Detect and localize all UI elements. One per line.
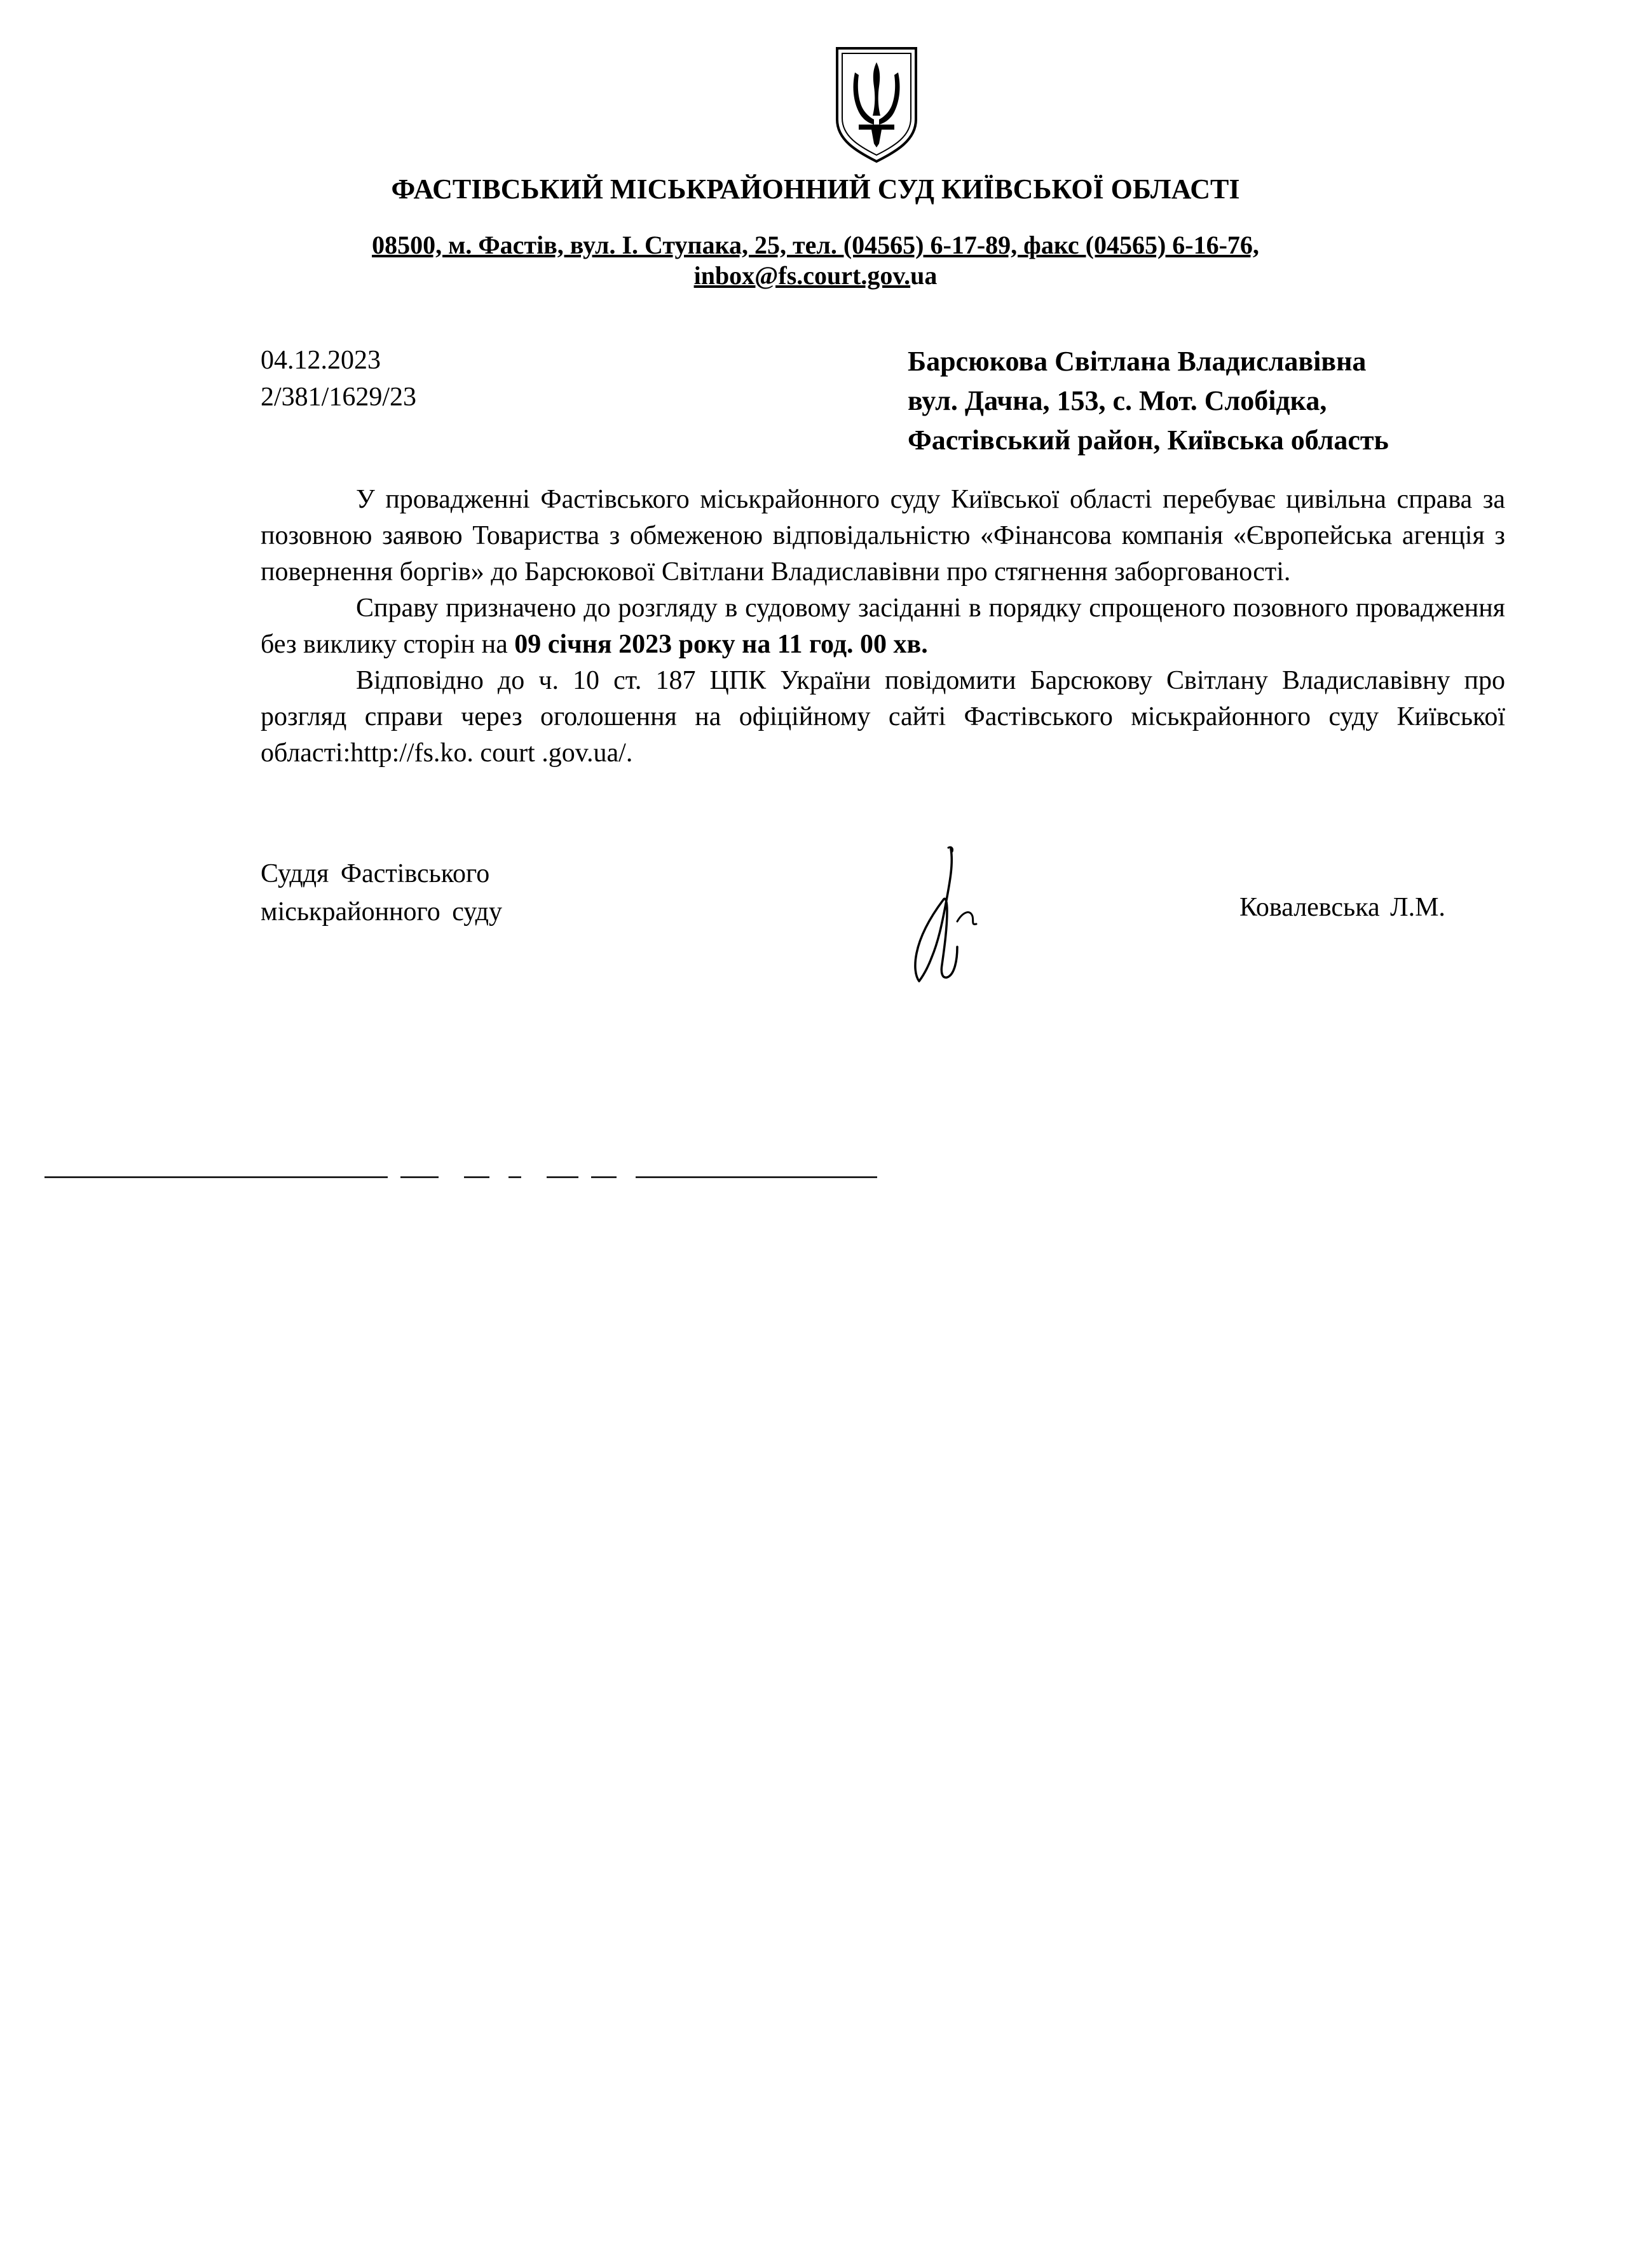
recipient-block xyxy=(908,342,1389,460)
judge-title-line2: міськрайонного суду xyxy=(261,897,503,927)
handwritten-signature-icon xyxy=(896,845,1011,991)
judge-name: Ковалевська Л.М. xyxy=(1239,893,1445,922)
court-address: 08500, м. Фастів, вул. І. Ступака, 25, тел. (04565) 6-17-89, факс (04565) 6-16-76, xyxy=(372,231,1259,259)
court-email-underlined: inbox@fs.court.gov. xyxy=(693,261,911,290)
recipient-address-line1: вул. Дачна, 153, с. Мот. Слобідка, xyxy=(908,385,1327,416)
letter-body xyxy=(261,482,1505,771)
hearing-notice-text: Справу призначено до розгляду в судовому засіданні в порядку спрощеного позовного провадження без виклику сторін на xyxy=(261,594,1505,659)
judge-title-line1: Суддя Фастівського xyxy=(261,859,490,888)
judge-title xyxy=(261,855,502,931)
body-paragraph-2 xyxy=(261,590,1505,663)
recipient-name: Барсюкова Світлана Владиславівна xyxy=(908,346,1367,377)
court-email-tail: ua xyxy=(910,261,938,290)
coat-of-arms-trident-icon xyxy=(833,44,920,165)
body-paragraph-1: У провадженні Фастівського міськрайонного суду Київської області перебуває цивільна справа за позовною заявою Товариства з обмеженою відповідальністю «Фінансова компанія «Європейська агенція з повернення боргів» до Барсюкової Світлани Владиславівни про стягнення заборгованості. xyxy=(261,485,1505,587)
bottom-divider-line xyxy=(44,1176,877,1178)
court-name-heading: ФАСТІВСЬКИЙ МІСЬКРАЙОННИЙ СУД КИЇВСЬКОЇ ОБЛАСТІ xyxy=(391,173,1240,205)
document-reference-number: 2/381/1629/23 xyxy=(261,383,417,412)
body-paragraph-3: Відповідно до ч. 10 ст. 187 ЦПК України повідомити Барсюкову Світлану Владиславівну про розгляд справи через оголошення на офіційному сайті Фастівського міськрайонного суду Київської області:http://fs.ko. court .gov.ua/. xyxy=(261,666,1505,768)
hearing-datetime: 09 січня 2023 року на 11 год. 00 хв. xyxy=(514,630,928,659)
document-meta xyxy=(261,342,416,416)
document-date: 04.12.2023 xyxy=(261,346,381,375)
recipient-address-line2: Фастівський район, Київська область xyxy=(908,424,1389,456)
court-email xyxy=(0,261,1631,290)
